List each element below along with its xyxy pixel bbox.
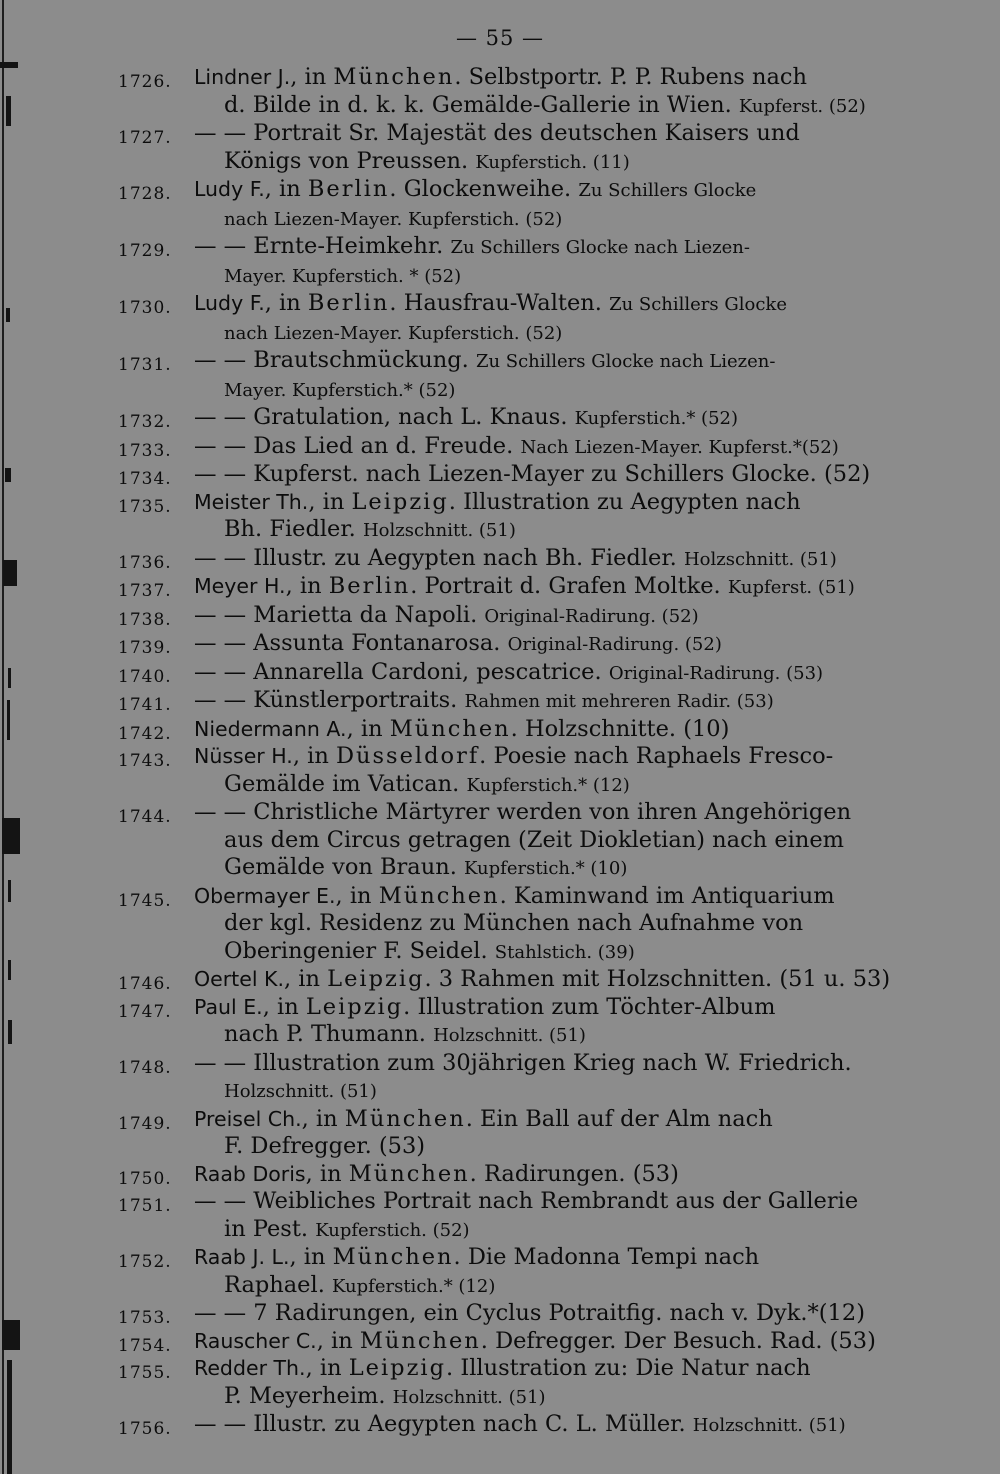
entry-segment: — — 7 Radirungen, ein Cyclus Potraitfig. nach v. Dyk.*(12)	[194, 1300, 865, 1326]
entry-line	[194, 120, 923, 148]
edge-mark	[5, 468, 11, 482]
artist-name: Meister Th.	[194, 489, 309, 514]
entry-segment: . Portrait d. Grafen Moltke.	[410, 573, 728, 599]
entry-segment: — — Gratulation, nach L. Knaus.	[194, 404, 575, 430]
catalogue-entry	[118, 290, 923, 347]
entry-number: 1730.	[118, 298, 172, 318]
entry-segment: . Kaminwand im Antiquarium	[499, 882, 835, 909]
technique-note: Original-Radirung. (53)	[608, 662, 824, 684]
entry-segment: aus dem Circus getragen (Zeit Diokletian) nach einem	[224, 826, 844, 853]
entry-text	[194, 1050, 923, 1106]
entry-continuation-line	[194, 262, 923, 291]
entry-segment: — — Portrait Sr. Majestät des deutschen Kaisers und	[194, 120, 800, 146]
entry-number: 1752.	[118, 1252, 172, 1272]
entry-text	[194, 404, 923, 433]
entry-number: 1749.	[118, 1113, 172, 1134]
entry-continuation-line	[194, 938, 923, 967]
city-name: München	[348, 1160, 470, 1187]
entry-segment: , in	[346, 715, 390, 742]
entry-segment: d. Bilde in d. k. k. Gemälde-Gallerie in Wien.	[224, 91, 739, 118]
entry-segment: . Illustration zu: Die Natur nach	[446, 1355, 811, 1381]
entry-segment: , in	[308, 488, 352, 515]
entry-segment: — — Das Lied an d. Freude.	[194, 432, 521, 459]
entry-text	[194, 630, 923, 659]
entry-line	[194, 994, 923, 1022]
catalogue-entry	[118, 659, 923, 688]
technique-note: Mayer. Kupferstich. * (52)	[224, 265, 462, 287]
technique-note: Zu Schillers Glocke nach Liezen-	[475, 351, 776, 372]
entry-line	[194, 1050, 923, 1078]
entry-segment: Königs von Preussen.	[224, 147, 476, 174]
entry-segment: Raphael.	[224, 1271, 332, 1298]
catalogue-entry	[118, 1244, 923, 1300]
entry-segment: . Radirungen. (53)	[469, 1160, 679, 1187]
entry-segment: — — Illustr. zu Aegypten nach C. L. Müller.	[194, 1411, 693, 1437]
entry-number: 1754.	[118, 1335, 172, 1356]
entry-number: 1751.	[118, 1196, 172, 1216]
catalogue-entry	[118, 1106, 923, 1161]
entry-text	[194, 176, 923, 233]
entry-segment: , in	[305, 1355, 349, 1381]
city-name: München	[389, 715, 511, 742]
entry-line	[194, 489, 923, 517]
city-name: Leipzig	[351, 488, 449, 515]
entry-line	[194, 630, 923, 659]
entry-segment: , in	[264, 176, 308, 202]
catalogue-entry	[118, 573, 923, 602]
city-name: München	[332, 1244, 454, 1270]
entry-line	[194, 545, 923, 574]
artist-name: Meyer H.	[194, 574, 286, 598]
entry-segment: — — Christliche Märtyrer werden von ihren Angehörigen	[194, 799, 852, 825]
entry-number: 1747.	[118, 1001, 172, 1022]
entry-segment: , in	[305, 1160, 349, 1187]
entry-text	[194, 994, 923, 1050]
entry-text	[194, 1300, 923, 1328]
entry-text	[194, 1188, 923, 1244]
entry-number: 1727.	[118, 128, 172, 148]
technique-note: Holzschnitt. (51)	[433, 1025, 586, 1046]
catalogue-entry	[118, 404, 923, 433]
entry-continuation-line	[194, 1133, 923, 1161]
technique-note: nach Liezen-Mayer. Kupferstich. (52)	[224, 322, 563, 344]
entry-number: 1733.	[118, 440, 172, 461]
entry-line	[194, 1411, 923, 1440]
entry-number: 1734.	[118, 469, 172, 489]
entry-line	[194, 1300, 923, 1328]
city-name: München	[333, 64, 455, 90]
technique-note: Holzschnitt. (51)	[683, 548, 837, 570]
entry-segment: , in	[289, 1244, 333, 1270]
entry-number: 1732.	[118, 412, 172, 432]
entry-segment: — — Assunta Fontanarosa.	[194, 630, 508, 656]
artist-name: Ludy F.	[194, 177, 265, 201]
entry-line	[194, 290, 923, 319]
entry-segment: Oberingenier F. Seidel.	[224, 937, 495, 964]
entry-segment: der kgl. Residenz zu München nach Aufnahme von	[224, 910, 804, 936]
entry-line	[194, 1161, 923, 1189]
catalogue-entry	[118, 1050, 923, 1106]
entry-number: 1737.	[118, 581, 172, 601]
edge-mark	[2, 0, 4, 1474]
entry-line	[194, 1355, 923, 1383]
entry-text	[194, 743, 923, 799]
entry-text	[194, 573, 923, 602]
entry-segment: , in	[316, 1327, 360, 1354]
entry-line	[194, 883, 923, 911]
catalogue-entry	[118, 433, 923, 462]
entry-text	[194, 1161, 923, 1189]
entry-number: 1731.	[118, 355, 172, 375]
city-name: Leipzig	[305, 993, 404, 1020]
entry-segment: , in	[284, 966, 328, 992]
entry-segment: — — Brautschmückung.	[194, 347, 476, 373]
technique-note: Kupferstich. (11)	[475, 151, 630, 173]
entry-number: 1741.	[118, 695, 172, 715]
entry-segment: , in	[290, 64, 334, 90]
entry-segment: — — Marietta da Napoli.	[194, 601, 485, 628]
entry-segment: P. Meyerheim.	[224, 1382, 393, 1409]
entry-continuation-line	[194, 148, 923, 177]
city-name: München	[378, 882, 500, 909]
entry-segment: — — Illustration zum 30jährigen Krieg nach W. Friedrich.	[194, 1049, 852, 1076]
city-name: Berlin	[307, 290, 390, 316]
entry-segment: F. Defregger. (53)	[224, 1133, 426, 1159]
entry-number: 1745.	[118, 890, 172, 911]
technique-note: nach Liezen-Mayer. Kupferstich. (52)	[224, 208, 563, 230]
entry-segment: . Die Madonna Tempi nach	[453, 1244, 760, 1270]
entry-segment: nach P. Thumann.	[224, 1021, 434, 1047]
page-number: — 55 —	[455, 26, 545, 50]
entry-segment: Gemälde im Vatican.	[224, 770, 467, 797]
edge-mark	[6, 96, 11, 126]
entry-text	[194, 1355, 923, 1411]
technique-note: Zu Schillers Glocke	[609, 294, 787, 315]
technique-note: Holzschnitt. (51)	[362, 520, 516, 541]
entry-number: 1755.	[118, 1363, 172, 1383]
artist-name: Niedermann A.	[194, 716, 347, 741]
edge-mark	[0, 62, 18, 68]
entry-continuation-line	[194, 771, 923, 800]
edge-mark	[2, 818, 20, 854]
entry-continuation-line	[194, 1272, 923, 1301]
entry-segment: . Defregger. Der Besuch. Rad. (53)	[480, 1327, 876, 1354]
entry-segment: . Poesie nach Raphaels Fresco-	[479, 743, 834, 769]
city-name: Düsseldorf	[335, 743, 480, 769]
entry-text	[194, 966, 923, 994]
entry-line	[194, 716, 923, 744]
edge-mark	[8, 880, 11, 902]
catalogue-entry	[118, 966, 923, 994]
catalogue-entry	[118, 176, 923, 233]
entry-line	[194, 1244, 923, 1272]
entry-line	[194, 461, 923, 489]
entry-segment: , in	[264, 290, 308, 316]
edge-mark	[8, 960, 11, 980]
catalogue-entry	[118, 1188, 923, 1244]
technique-note: Nach Liezen-Mayer. Kupferst.*(52)	[520, 436, 839, 458]
entry-number: 1753.	[118, 1308, 172, 1328]
catalogue-entry	[118, 1411, 923, 1440]
catalogue-entry	[118, 1328, 923, 1356]
entry-segment: — — Illustr. zu Aegypten nach Bh. Fiedler.	[194, 544, 684, 571]
edge-mark	[8, 668, 11, 688]
entry-line	[194, 1106, 923, 1134]
technique-note: Kupferstich.* (12)	[332, 1275, 496, 1297]
entry-segment: . 3 Rahmen mit Holzschnitten. (51 u. 53)	[424, 966, 891, 992]
entry-segment: , in	[292, 743, 336, 769]
entry-continuation-line	[194, 205, 923, 234]
entry-line	[194, 176, 923, 205]
city-name: Berlin	[307, 176, 390, 202]
entry-text	[194, 1411, 923, 1440]
catalogue-entry	[118, 545, 923, 574]
catalogue-entry	[118, 489, 923, 545]
catalogue-entry	[118, 461, 923, 489]
entry-line	[194, 659, 923, 688]
catalogue-entries	[118, 64, 923, 1440]
artist-name: Oertel K.	[194, 967, 284, 991]
technique-note: Rahmen mit mehreren Radir. (53)	[464, 691, 774, 712]
city-name: Berlin	[328, 573, 411, 599]
entry-number: 1739.	[118, 638, 172, 658]
entry-text	[194, 433, 923, 462]
entry-text	[194, 716, 923, 744]
edge-mark	[6, 308, 10, 322]
technique-note: Kupferstich. (52)	[315, 1219, 470, 1241]
technique-note: Kupferstich.* (10)	[464, 858, 628, 879]
city-name: München	[344, 1105, 466, 1132]
entry-number: 1726.	[118, 72, 172, 92]
entry-segment: . Illustration zum Töchter-Album	[403, 993, 776, 1020]
entry-line	[194, 1328, 923, 1356]
catalogue-entry	[118, 120, 923, 176]
entry-segment: . Selbstportr. P. P. Rubens nach	[454, 64, 807, 90]
entry-text	[194, 489, 923, 545]
entry-segment: — — Kupferst. nach Liezen-Mayer zu Schillers Glocke. (52)	[194, 461, 871, 487]
entry-number: 1728.	[118, 184, 172, 204]
entry-line	[194, 64, 923, 92]
entry-text	[194, 545, 923, 574]
entry-text	[194, 799, 923, 883]
artist-name: Lindner J.	[194, 65, 291, 89]
entry-continuation-line	[194, 1021, 923, 1050]
entry-continuation-line	[194, 1077, 923, 1106]
edge-mark	[8, 1020, 12, 1044]
entry-line	[194, 966, 923, 994]
catalogue-entry	[118, 630, 923, 659]
artist-name: Rauscher C.	[194, 1328, 317, 1353]
entry-number: 1744.	[118, 807, 172, 827]
entry-segment: in Pest.	[224, 1215, 316, 1242]
entry-segment: . Hausfrau-Walten.	[389, 290, 610, 316]
catalogue-entry	[118, 347, 923, 404]
artist-name: Obermayer E.	[194, 883, 336, 908]
entry-segment: , in	[262, 993, 306, 1020]
entry-line	[194, 602, 923, 631]
catalogue-entry	[118, 994, 923, 1050]
catalogue-entry	[118, 602, 923, 631]
entry-continuation-line	[194, 516, 923, 545]
entry-number: 1748.	[118, 1057, 172, 1078]
artist-name: Nüsser H.	[194, 744, 293, 768]
artist-name: Ludy F.	[194, 291, 265, 315]
entry-segment: Gemälde von Braun.	[224, 854, 464, 880]
entry-text	[194, 233, 923, 290]
technique-note: Stahlstich. (39)	[494, 941, 635, 963]
entry-segment: , in	[301, 1105, 345, 1132]
entry-number: 1746.	[118, 974, 172, 994]
technique-note: Zu Schillers Glocke nach Liezen-	[450, 237, 750, 258]
technique-note: Mayer. Kupferstich.* (52)	[224, 379, 456, 401]
entry-segment: — — Weibliches Portrait nach Rembrandt aus der Gallerie	[194, 1188, 859, 1214]
entry-line	[194, 687, 923, 716]
entry-segment: . Ein Ball auf der Alm nach	[465, 1105, 773, 1132]
entry-segment: Bh. Fiedler.	[224, 516, 363, 542]
edge-mark	[7, 1360, 12, 1474]
entry-text	[194, 883, 923, 967]
city-name: München	[359, 1327, 481, 1354]
entry-segment: . Illustration zu Aegypten nach	[448, 488, 801, 515]
entry-line	[194, 573, 923, 602]
technique-note: Kupferstich.* (52)	[574, 408, 739, 429]
catalogue-entry	[118, 64, 923, 120]
technique-note: Holzschnitt. (51)	[392, 1386, 546, 1408]
entry-segment: . Holzschnitte. (10)	[510, 715, 730, 742]
entry-segment: — — Ernte-Heimkehr.	[194, 233, 451, 259]
entry-continuation-line	[194, 827, 923, 855]
entry-number: 1742.	[118, 723, 172, 744]
entry-text	[194, 347, 923, 404]
catalogue-entry	[118, 1161, 923, 1189]
entry-line	[194, 799, 923, 827]
entry-line	[194, 743, 923, 771]
entry-continuation-line	[194, 1383, 923, 1412]
entry-number: 1740.	[118, 666, 172, 687]
entry-continuation-line	[194, 910, 923, 938]
artist-name: Raab J. L.	[194, 1245, 290, 1269]
entry-segment: — — Künstlerportraits.	[194, 687, 465, 713]
entry-text	[194, 1244, 923, 1300]
catalogue-entry	[118, 716, 923, 744]
technique-note: Kupferst. (51)	[727, 577, 855, 598]
catalogue-entry	[118, 883, 923, 967]
entry-line	[194, 1188, 923, 1216]
page-binding-edge	[0, 0, 22, 1474]
entry-number: 1735.	[118, 496, 172, 517]
entry-line	[194, 404, 923, 433]
entry-segment: , in	[285, 573, 329, 599]
entry-number: 1756.	[118, 1419, 172, 1439]
entry-number: 1738.	[118, 609, 172, 630]
artist-name: Redder Th.	[194, 1356, 306, 1380]
entry-text	[194, 1328, 923, 1356]
entry-text	[194, 602, 923, 631]
entry-segment: — — Annarella Cardoni, pescatrice.	[194, 658, 609, 685]
edge-mark	[3, 560, 17, 586]
entry-text	[194, 687, 923, 716]
technique-note: Kupferstich.* (12)	[466, 774, 630, 796]
entry-text	[194, 461, 923, 489]
entry-line	[194, 347, 923, 376]
entry-continuation-line	[194, 376, 923, 405]
entry-continuation-line	[194, 854, 923, 883]
entry-continuation-line	[194, 1216, 923, 1245]
technique-note: Zu Schillers Glocke	[578, 180, 757, 201]
entry-segment: . Glockenweihe.	[389, 176, 579, 202]
technique-note: Holzschnitt. (51)	[692, 1415, 846, 1436]
entry-number: 1729.	[118, 241, 172, 261]
entry-number: 1750.	[118, 1168, 172, 1189]
city-name: Leipzig	[348, 1355, 447, 1381]
catalogue-entry	[118, 799, 923, 883]
entry-continuation-line	[194, 319, 923, 348]
entry-text	[194, 1106, 923, 1161]
catalogue-entry	[118, 1355, 923, 1411]
artist-name: Preisel Ch.	[194, 1106, 302, 1131]
edge-mark	[2, 1320, 20, 1350]
entry-line	[194, 233, 923, 262]
entry-number: 1736.	[118, 552, 172, 573]
city-name: Leipzig	[327, 966, 425, 992]
entry-text	[194, 64, 923, 120]
entry-text	[194, 659, 923, 688]
catalogue-entry	[118, 233, 923, 290]
entry-line	[194, 433, 923, 462]
catalogue-entry	[118, 743, 923, 799]
artist-name: Raab Doris	[194, 1161, 306, 1186]
technique-note: Kupferst. (52)	[738, 95, 866, 117]
entry-number: 1743.	[118, 751, 172, 771]
catalogue-entry	[118, 687, 923, 716]
entry-text	[194, 290, 923, 347]
technique-note: Original-Radirung. (52)	[484, 605, 699, 627]
technique-note: Original-Radirung. (52)	[507, 634, 722, 655]
entry-segment: , in	[335, 882, 379, 909]
technique-note: Holzschnitt. (51)	[224, 1081, 377, 1102]
entry-text	[194, 120, 923, 176]
edge-mark	[7, 700, 10, 740]
entry-continuation-line	[194, 92, 923, 121]
artist-name: Paul E.	[194, 994, 263, 1019]
catalogue-entry	[118, 1300, 923, 1328]
